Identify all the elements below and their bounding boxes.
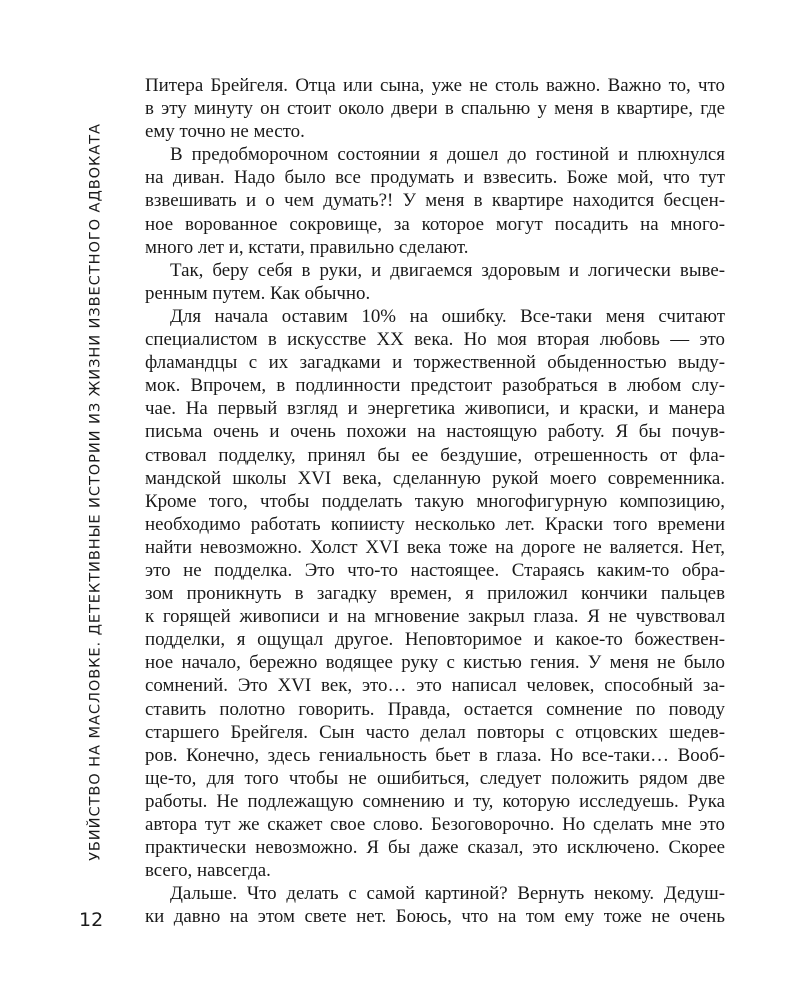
text-line: ствовал подделку, принял бы ее бездушие, отрешенность от фла- <box>145 444 725 466</box>
text-line: ставить полотно говорить. Правда, остается сомнение по поводу <box>145 698 725 720</box>
text-line: ему точно не место. <box>145 121 305 143</box>
text-line: много лет и, кстати, правильно сделают. <box>145 236 469 258</box>
text-line: зом проникнуть в загадку времен, я приложил кончики пальцев <box>145 583 725 605</box>
text-line: взвешивать и о чем думать?! У меня в квартире находится бесцен- <box>145 190 725 212</box>
text-line: старшего Брейгеля. Сын часто делал повторы с отцовских шедев- <box>145 721 725 743</box>
text-line: на диван. Надо было все продумать и взвесить. Боже мой, что тут <box>145 167 725 189</box>
text-line: Кроме того, чтобы подделать такую многофигурную композицию, <box>145 490 725 512</box>
text-line: ки давно на этом свете нет. Боюсь, что на том ему тоже не очень <box>145 906 725 928</box>
text-line: в эту минуту он стоит около двери в спальню у меня в квартире, где <box>145 98 725 120</box>
text-line: Для начала оставим 10% на ошибку. Все-таки меня считают <box>170 305 725 327</box>
text-line: автора тут же скажет свое слово. Безоговорочно. Но сделать мне это <box>145 814 725 835</box>
text-line: Дальше. Что делать с самой картиной? Вернуть некому. Дедуш- <box>170 883 725 905</box>
text-line: ренным путем. Как обычно. <box>145 282 371 304</box>
text-line: ное ворованное сокровище, за которое могут посадить на много- <box>145 213 725 235</box>
text-line: работы. Не подлежащую сомнению и ту, которую исследуешь. Рука <box>145 790 725 812</box>
text-line: ное начало, бережно водящее руку с кистью гения. У меня не было <box>145 652 725 674</box>
body-text <box>145 74 725 928</box>
text-line: В предобморочном состоянии я дошел до гостиной и плюхнулся <box>170 144 725 166</box>
text-line: специалистом в искусстве XX века. Но моя вторая любовь — это <box>145 329 725 351</box>
text-line: фламандцы с их загадками и торжественной обыденностью выду- <box>145 352 725 374</box>
text-line: это не подделка. Это что-то настоящее. Стараясь каким-то обра- <box>145 559 725 581</box>
text-line: всего, навсегда. <box>145 860 271 882</box>
text-line: найти невозможно. Холст XVI века тоже на дороге не валяется. Нет, <box>145 536 725 558</box>
text-line: чае. На первый взгляд и энергетика живописи, и краски, и манера <box>145 398 725 420</box>
text-line: необходимо работать копиисту несколько лет. Краски того времени <box>145 513 725 535</box>
text-line: письма очень и очень похожи на настоящую работу. Я бы почув- <box>145 421 725 443</box>
text-line: ще-то, для того чтобы не ошибиться, следует положить рядом две <box>145 767 725 789</box>
text-line: подделки, я ощущал другое. Неповторимое и какое-то божествен- <box>145 629 725 651</box>
text-line: ров. Конечно, здесь гениальность бьет в глаза. Но все-таки… Вооб- <box>145 744 725 766</box>
text-line: мандской школы XVI века, сделанную рукой моего современника. <box>145 467 725 489</box>
text-line: практически невозможно. Я бы даже сказал, это исключено. Скорее <box>145 837 725 859</box>
running-head: УБИЙСТВО НА МАСЛОВКЕ. ДЕТЕКТИВНЫЕ ИСТОРИИ ИЗ ЖИЗНИ ИЗВЕСТНОГО АДВОКАТА <box>86 123 104 861</box>
text-line: сомнений. Это XVI век, это… это написал человек, способный за- <box>145 675 725 697</box>
text-line: Так, беру себя в руки, и двигаемся здоровым и логически выве- <box>170 259 725 281</box>
page-number: 12 <box>79 909 104 931</box>
text-line: Питера Брейгеля. Отца или сына, уже не столь важно. Важно то, что <box>145 75 725 96</box>
text-line: к горящей живописи и на мгновение закрыл глаза. Я не чувствовал <box>145 606 725 628</box>
text-line: мок. Впрочем, в подлинности предстоит разобраться в любом слу- <box>145 375 725 397</box>
